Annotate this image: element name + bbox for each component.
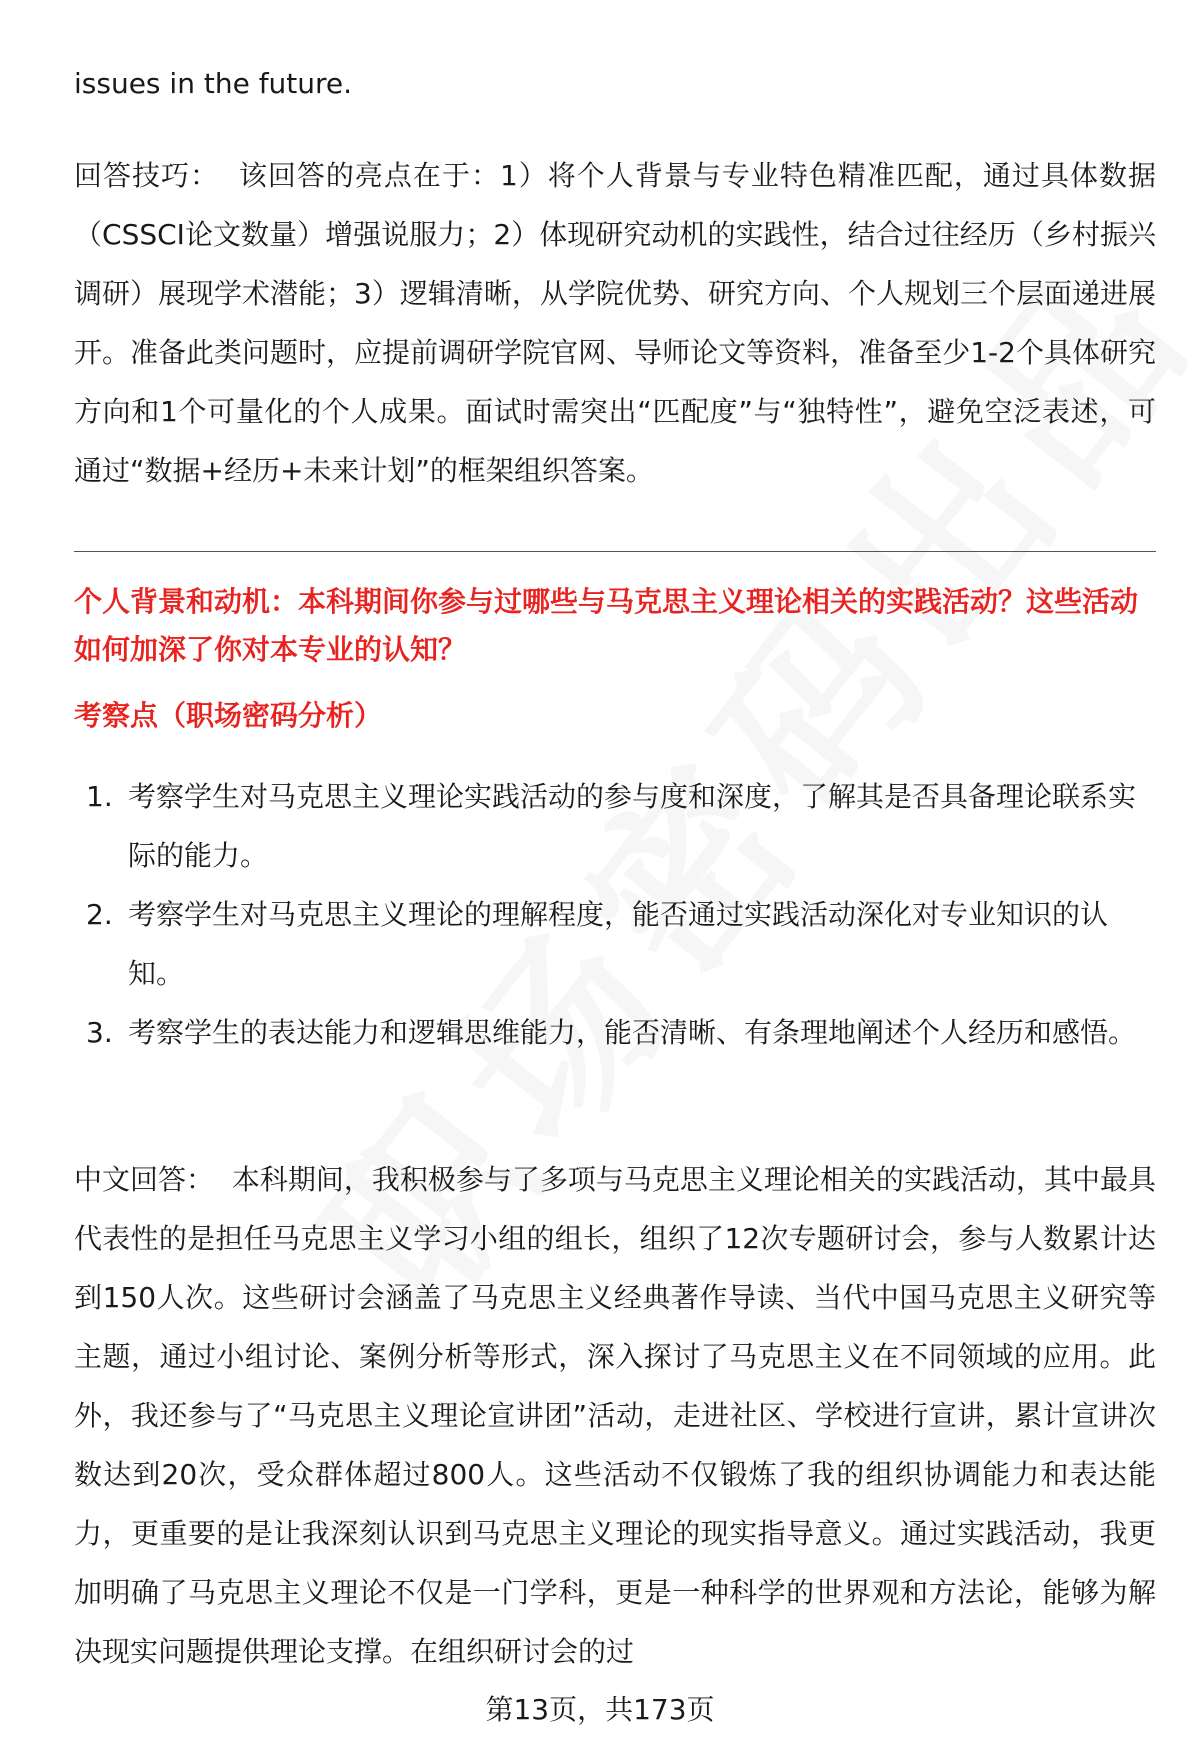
list-item-text: 考察学生对马克思主义理论实践活动的参与度和深度，了解其是否具备理论联系实际的能力。	[128, 780, 1137, 872]
list-item	[74, 885, 1156, 1003]
tip-text: 该回答的亮点在于：1）将个人背景与专业特色精准匹配，通过具体数据（CSSCI论文数量）增强说服力；2）体现研究动机的实践性，结合过往经历（乡村振兴调研）展现学术潜能；3）逻辑清晰，从学院优势、研究方向、个人规划三个层面递进展开。准备此类问题时，应提前调研学院官网、导师论文等资料，准备至少1-2个具体研究方向和1个可量化的个人成果。面试时需突出“匹配度”与“独特性”，避免空泛表述，可通过“数据+经历+未来计划”的框架组织答案。	[74, 159, 1156, 487]
assessment-points-heading: 考察点（职场密码分析）	[74, 699, 383, 732]
tip-label: 回答技巧：	[74, 159, 220, 192]
assessment-points-list	[74, 767, 1156, 1062]
answer-text: 本科期间，我积极参与了多项与马克思主义理论相关的实践活动，其中最具代表性的是担任马克思主义学习小组的组长，组织了12次专题研讨会，参与人数累计达到150人次。这些研讨会涵盖了马克思主义经典著作导读、当代中国马克思主义研究等主题，通过小组讨论、案例分析等形式，深入探讨了马克思主义在不同领域的应用。此外，我还参与了“马克思主义理论宣讲团”活动，走进社区、学校进行宣讲，累计宣讲次数达到20次，受众群体超过800人。这些活动不仅锻炼了我的组织协调能力和表达能力，更重要的是让我深刻认识到马克思主义理论的现实指导意义。通过实践活动，我更加明确了马克思主义理论不仅是一门学科，更是一种科学的世界观和方法论，能够为解决现实问题提供理论支撑。在组织研讨会的过	[74, 1163, 1156, 1668]
section-divider	[74, 551, 1156, 552]
list-item-text: 考察学生的表达能力和逻辑思维能力，能否清晰、有条理地阐述个人经历和感悟。	[128, 1016, 1137, 1049]
question-heading: 个人背景和动机：本科期间你参与过哪些与马克思主义理论相关的实践活动？这些活动如何加深了你对本专业的认知？	[74, 585, 1139, 666]
list-item-number: 3.	[86, 1016, 113, 1049]
answer-label: 中文回答：	[74, 1163, 215, 1196]
list-item	[74, 767, 1156, 885]
list-item	[74, 1003, 1156, 1062]
chinese-answer-paragraph	[74, 1150, 1156, 1681]
answer-tip-paragraph	[74, 146, 1156, 500]
page-number-footer: 第13页，共173页	[485, 1693, 715, 1726]
list-item-text: 考察学生对马克思主义理论的理解程度，能否通过实践活动深化对专业知识的认知。	[128, 898, 1109, 990]
intro-tail-text: issues in the future.	[74, 67, 353, 100]
list-item-number: 1.	[86, 780, 113, 813]
list-item-number: 2.	[86, 898, 113, 931]
